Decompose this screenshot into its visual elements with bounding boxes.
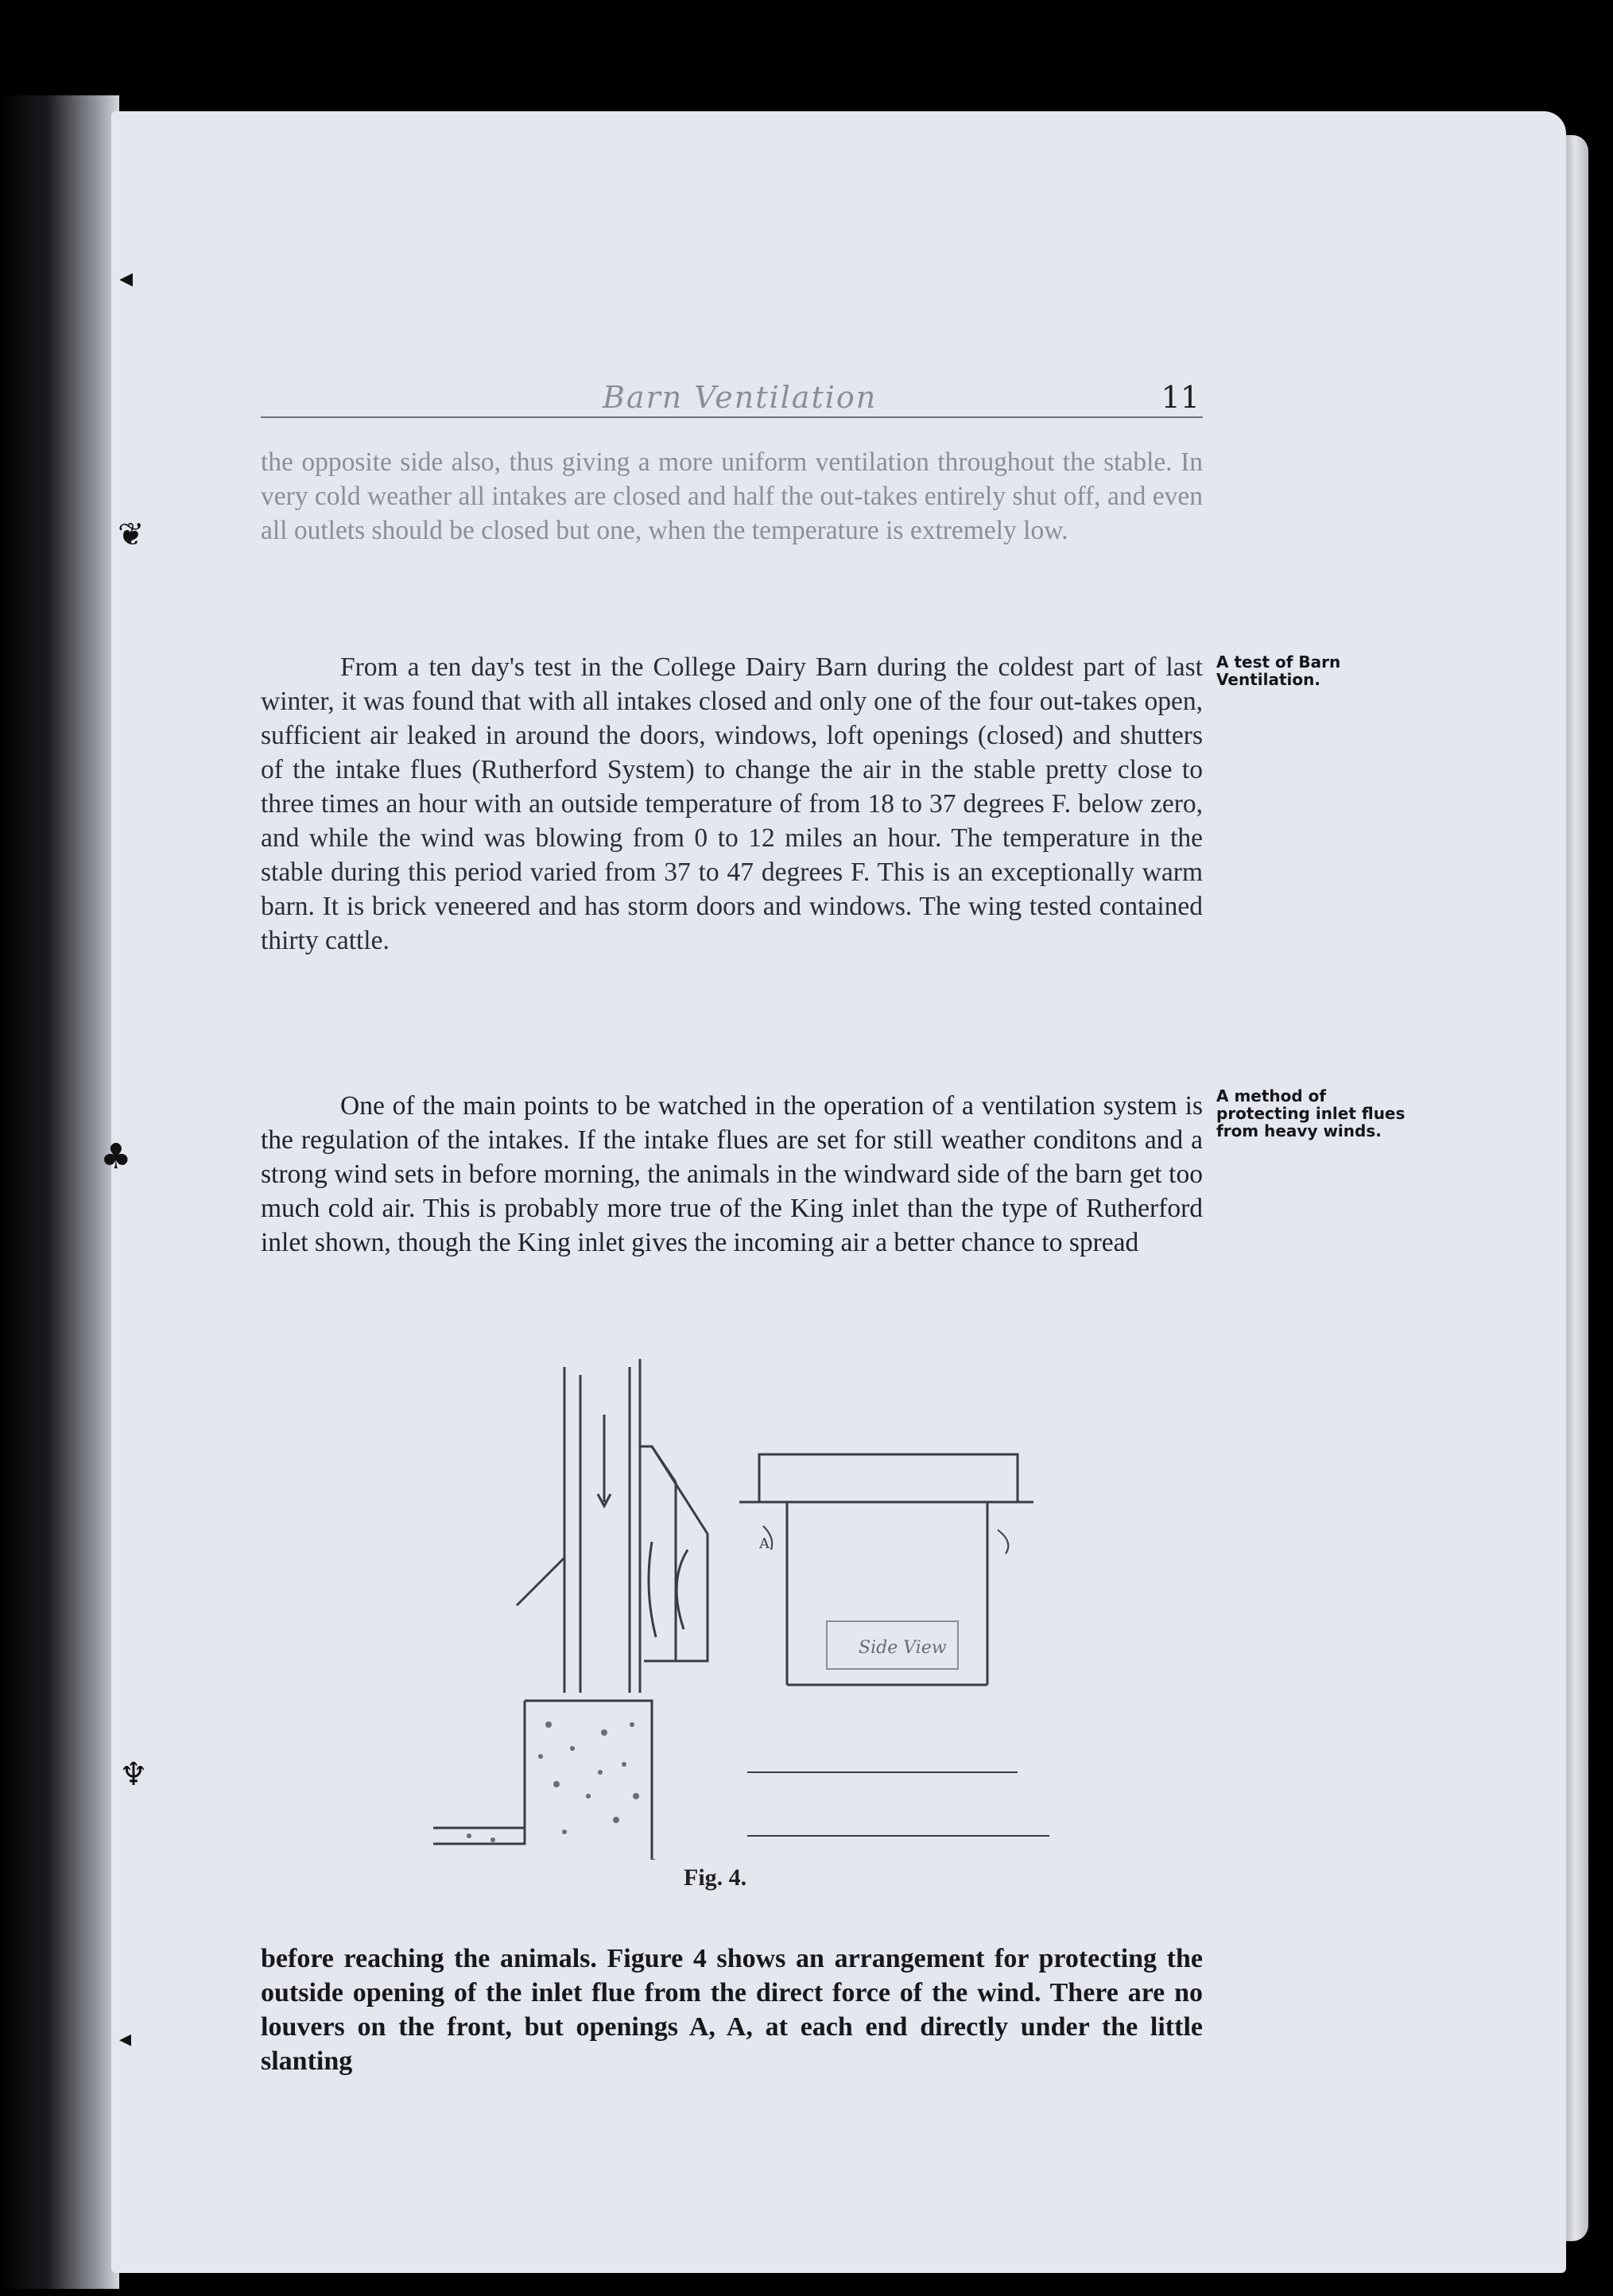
air-arrow (598, 1415, 611, 1506)
paragraph-4: before reaching the animals. Figure 4 shows an arrangement for protecting the outside opening of the inlet flue from the direct force of the wind. There are no louvers on the front, but openings A, A, at each end directly under the little slanting (261, 1944, 1203, 2076)
page-header (261, 380, 1203, 418)
page-number: 11 (1161, 380, 1200, 415)
binding-mark-icon: ❦ (118, 517, 145, 553)
opening-a-label: A (759, 1535, 770, 1552)
binding-mark-icon: ♣ (100, 1136, 132, 1177)
sidenote-barn-ventilation-test: A test of Barn Ventilation. (1216, 652, 1341, 689)
book-gutter (0, 95, 119, 2289)
foundation-hatching (467, 1721, 639, 1842)
air-arrow (677, 1550, 688, 1629)
running-title: Barn Ventilation (603, 380, 878, 415)
sidenote-protecting-inlet-flues: A method of protecting inlet flues from heavy winds. (1216, 1086, 1406, 1140)
side-view-label: Side View (859, 1638, 947, 1658)
figure-4-drawing (413, 1351, 1272, 1860)
paragraph-3: One of the main points to be watched in the operation of a ventilation system is the regulation of the intakes. If the intake flues are set for still weather conditons and a strong wind sets in before morning, the animals in the windward side of the barn get too much cold air. This is probably more true of the King inlet than the type of Rutherford inlet shown, though the King inlet gives the incoming air a better chance to spread (261, 1091, 1203, 1257)
paragraph-1: the opposite side also, thus giving a more uniform ventilation throughout the stable. In very cold weather all intakes are closed and half the out-takes entirely shut off, and even all outlets should be closed but one, when the temperature is extremely low. (261, 447, 1203, 545)
foundation-step (433, 1701, 525, 1844)
binding-mark-icon: ◂ (119, 262, 134, 294)
figure-caption: Fig. 4. (684, 1864, 747, 1891)
paragraph-2: From a ten day's test in the College Dairy Barn during the coldest part of last winter, it was found that with all intakes closed and only one of the four out-takes open, sufficient air leaked in around the doors, windows, loft openings (closed) and shutters of the intake flues (Rutherford System) to change the air in the stable pretty close to three times an hour with an outside temperature of from 18 to 37 degrees F. below zero, and while the wind was blowing from 0 to 12 miles an hour. The temperature in the stable during this period varied from 37 to 47 degrees F. This is an exceptionally warm barn. It is brick veneered and has storm doors and windows. The wing tested contained thirty cattle. (261, 652, 1203, 955)
air-arrow (517, 1558, 564, 1605)
air-arrow (649, 1542, 656, 1637)
binding-mark-icon: ♆ (119, 1756, 148, 1793)
binding-mark-icon: ◂ (119, 2025, 132, 2053)
